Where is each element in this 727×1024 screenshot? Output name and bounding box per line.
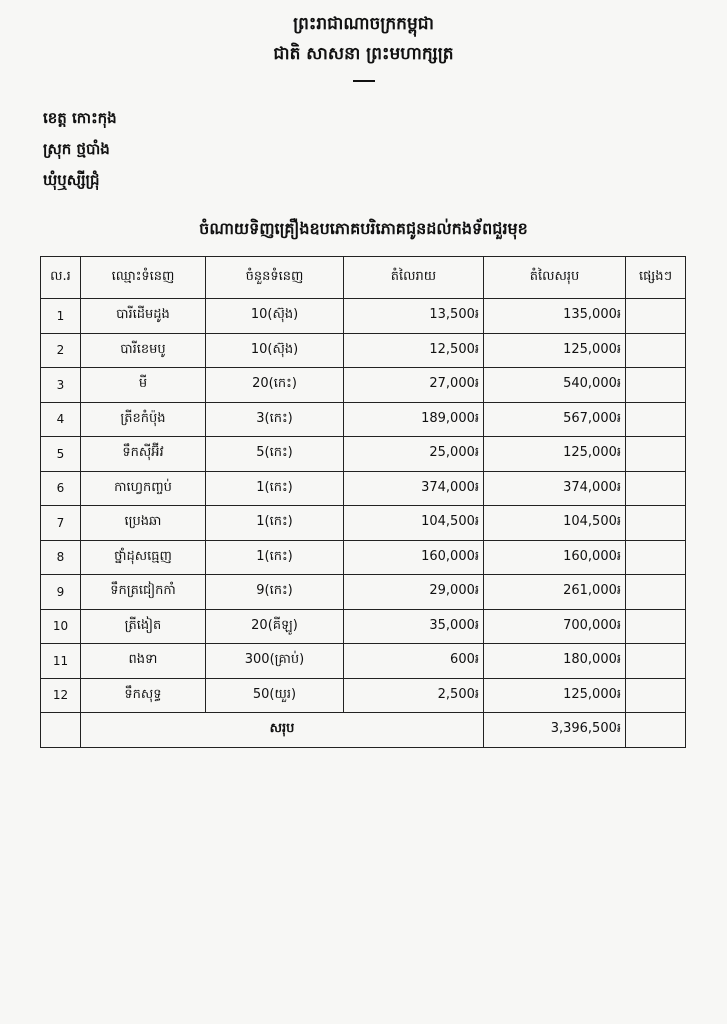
row-number: 1	[41, 299, 81, 334]
item-name: កាហ្វេកញ្ចប់	[81, 471, 206, 506]
item-quantity: 3(កេះ)	[206, 402, 344, 437]
row-number: 9	[41, 575, 81, 610]
document-title: ចំណាយទិញគ្រឿងឧបភោគបរិភោគជូនដល់កងទ័ពជួរមុខ	[199, 219, 528, 238]
row-number: 2	[41, 333, 81, 368]
table-row	[41, 299, 686, 334]
item-quantity: 9(កេះ)	[206, 575, 344, 610]
other-cell	[626, 678, 686, 713]
unit-price: 27,000៛	[344, 368, 484, 403]
item-name: បារីដើមដូង	[81, 299, 206, 334]
item-quantity: 1(កេះ)	[206, 506, 344, 541]
row-number: 8	[41, 540, 81, 575]
item-quantity: 10(ស៊ុង)	[206, 299, 344, 334]
item-name: ទឹកស៊ីអ៊ីវ	[81, 437, 206, 472]
unit-price: 12,500៛	[344, 333, 484, 368]
total-price: 125,000៛	[484, 437, 626, 472]
header-no: ល.រ	[41, 257, 81, 299]
header-quantity: ចំនួនទំនេញ	[206, 257, 344, 299]
total-row	[41, 713, 686, 748]
item-quantity: 50(យួរ)	[206, 678, 344, 713]
total-price: 540,000៛	[484, 368, 626, 403]
row-number: 11	[41, 644, 81, 679]
total-price: 180,000៛	[484, 644, 626, 679]
header-unit-price: តំលៃរាយ	[344, 257, 484, 299]
unit-price: 374,000៛	[344, 471, 484, 506]
other-cell	[626, 644, 686, 679]
total-price: 700,000៛	[484, 609, 626, 644]
total-label: សរុប	[81, 713, 484, 748]
total-price: 135,000៛	[484, 299, 626, 334]
unit-price: 2,500៛	[344, 678, 484, 713]
item-name: ប្រេងឆា	[81, 506, 206, 541]
other-cell	[626, 402, 686, 437]
item-quantity: 300(គ្រាប់)	[206, 644, 344, 679]
unit-price: 600៛	[344, 644, 484, 679]
item-name: ទឹកសុទ្ធ	[81, 678, 206, 713]
motto: ជាតិ សាសនា ព្រះមហាក្សត្រ	[273, 44, 454, 64]
item-name: មី	[81, 368, 206, 403]
other-cell	[626, 575, 686, 610]
other-cell	[626, 609, 686, 644]
table-row	[41, 471, 686, 506]
document-header	[0, 12, 727, 82]
total-other-cell	[626, 713, 686, 748]
total-price: 104,500៛	[484, 506, 626, 541]
row-number: 12	[41, 678, 81, 713]
table-row	[41, 333, 686, 368]
header-other: ផ្សេងៗ	[626, 257, 686, 299]
kingdom-title: ព្រះរាជាណាចក្រកម្ពុជា	[293, 14, 434, 34]
unit-price: 160,000៛	[344, 540, 484, 575]
row-number: 6	[41, 471, 81, 506]
table-row	[41, 644, 686, 679]
unit-price: 104,500៛	[344, 506, 484, 541]
item-quantity: 1(កេះ)	[206, 471, 344, 506]
unit-price: 189,000៛	[344, 402, 484, 437]
item-quantity: 10(ស៊ុង)	[206, 333, 344, 368]
row-number: 10	[41, 609, 81, 644]
table-row	[41, 540, 686, 575]
item-name: បារីខេមបូ	[81, 333, 206, 368]
item-quantity: 5(កេះ)	[206, 437, 344, 472]
item-name: ថ្នាំដុសធ្មេញ	[81, 540, 206, 575]
other-cell	[626, 333, 686, 368]
other-cell	[626, 437, 686, 472]
total-price: 261,000៛	[484, 575, 626, 610]
table-row	[41, 678, 686, 713]
item-quantity: 20(គីឡូ)	[206, 609, 344, 644]
other-cell	[626, 299, 686, 334]
table-row	[41, 368, 686, 403]
unit-price: 25,000៛	[344, 437, 484, 472]
row-number: 3	[41, 368, 81, 403]
other-cell	[626, 471, 686, 506]
item-name: ត្រីខកំប៉ុង	[81, 402, 206, 437]
row-number: 7	[41, 506, 81, 541]
table-row	[41, 402, 686, 437]
location-block	[43, 108, 117, 201]
item-name: ពងទា	[81, 644, 206, 679]
district: ស្រុក ថ្មបាំង	[43, 140, 110, 158]
header-item-name: ឈ្មោះទំនេញ	[81, 257, 206, 299]
total-price: 160,000៛	[484, 540, 626, 575]
header-ornament	[353, 80, 375, 82]
table-header-row	[41, 257, 686, 299]
commune: ឃុំឬស្សីជ្រុំ	[43, 171, 100, 189]
unit-price: 29,000៛	[344, 575, 484, 610]
item-quantity: 20(កេះ)	[206, 368, 344, 403]
row-number: 4	[41, 402, 81, 437]
other-cell	[626, 506, 686, 541]
total-price: 125,000៛	[484, 333, 626, 368]
table-row	[41, 506, 686, 541]
table-row	[41, 609, 686, 644]
table-row	[41, 575, 686, 610]
item-name: ទឹកត្រជៀកកាំ	[81, 575, 206, 610]
total-price: 125,000៛	[484, 678, 626, 713]
unit-price: 35,000៛	[344, 609, 484, 644]
table-row	[41, 437, 686, 472]
total-empty-cell	[41, 713, 81, 748]
other-cell	[626, 540, 686, 575]
expense-table	[40, 256, 686, 748]
unit-price: 13,500៛	[344, 299, 484, 334]
total-price: 567,000៛	[484, 402, 626, 437]
grand-total: 3,396,500៛	[484, 713, 626, 748]
total-price: 374,000៛	[484, 471, 626, 506]
header-total-price: តំលៃសរុប	[484, 257, 626, 299]
province: ខេត្ត កោះកុង	[43, 109, 117, 127]
item-name: ត្រីងៀត	[81, 609, 206, 644]
row-number: 5	[41, 437, 81, 472]
other-cell	[626, 368, 686, 403]
item-quantity: 1(កេះ)	[206, 540, 344, 575]
